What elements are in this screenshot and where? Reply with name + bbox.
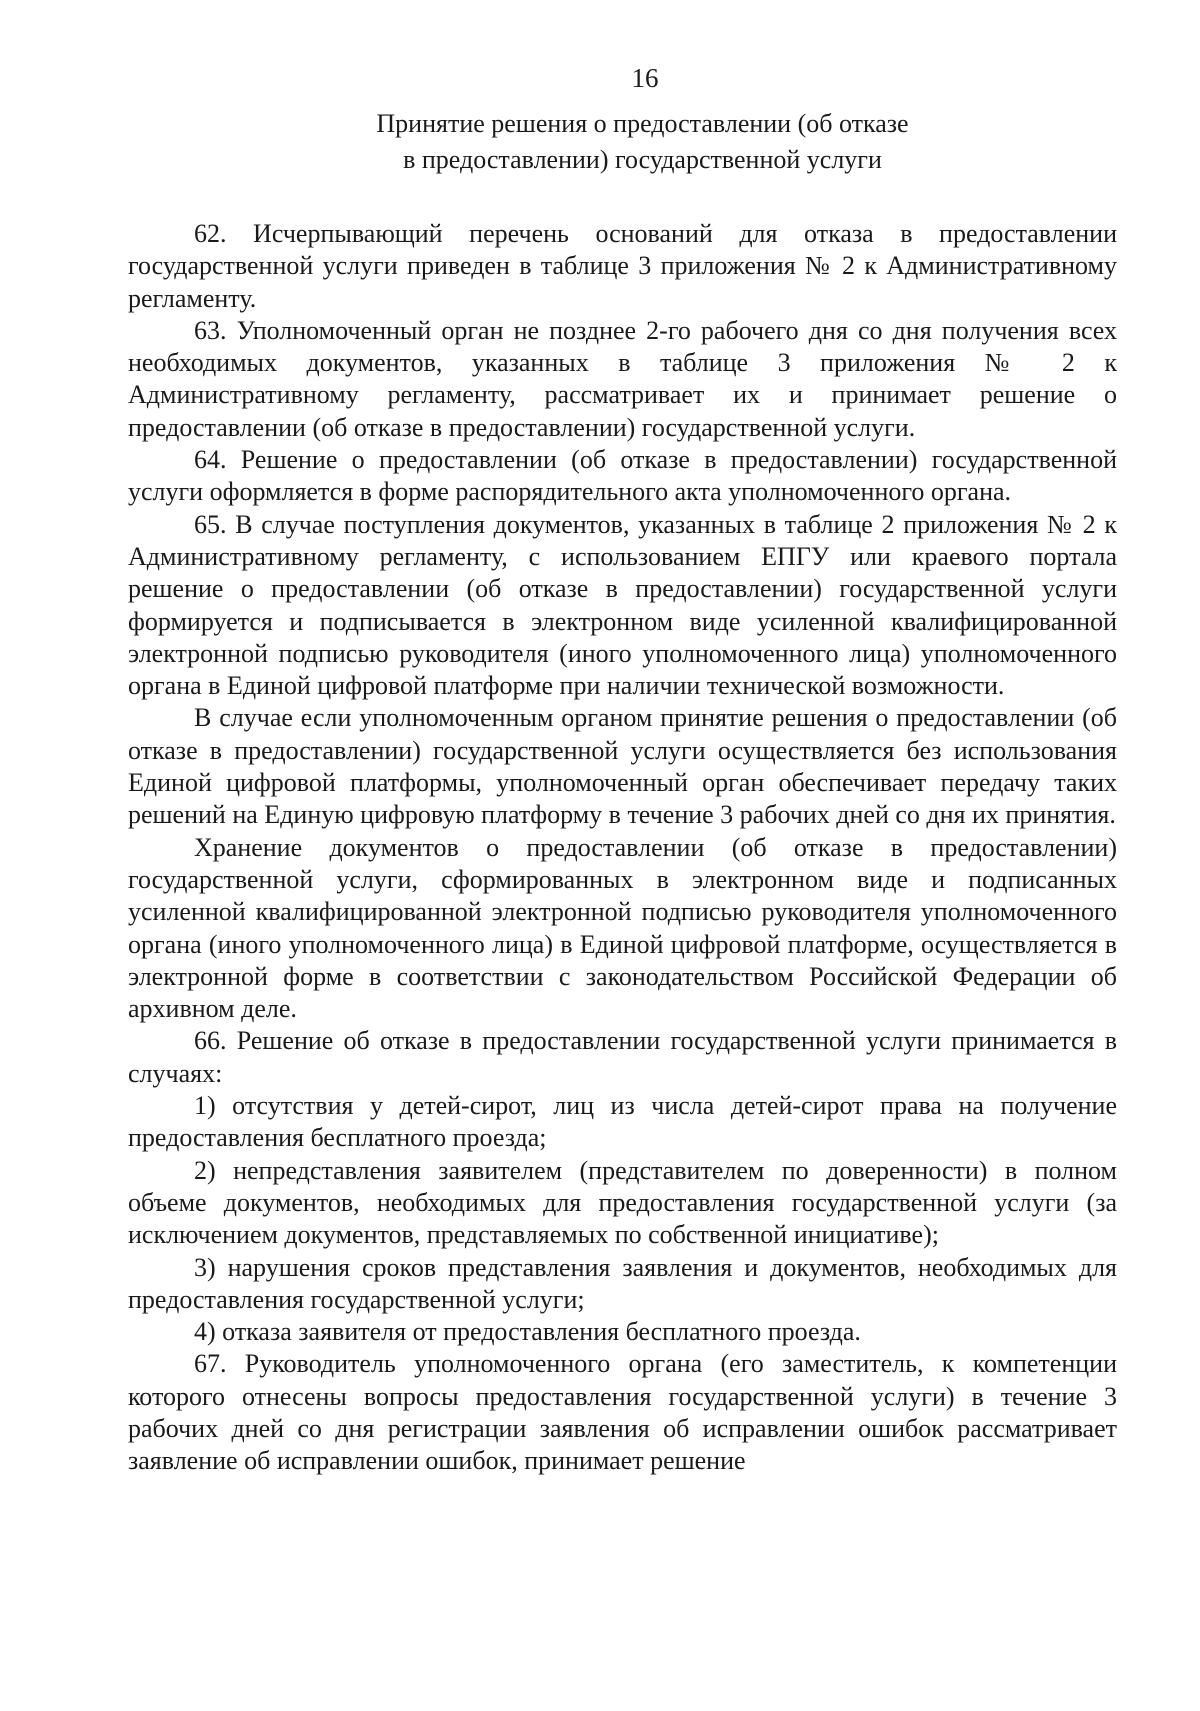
body-text	[128, 218, 1117, 1478]
list-item-66-3: 3) нарушения сроков представления заявления и документов, необходимых для предоставления государственной услуги;	[128, 1252, 1117, 1314]
paragraph-65-continued-1: В случае если уполномоченным органом принятие решения о предоставлении (об отказе в предоставлении) государственной услуги осуществляется без использования Единой цифровой платформы, уполномоченный орган обеспечивает передачу таких решений на Единую цифровую платформу в течение 3 рабочих дней со дня их принятия.	[128, 703, 1117, 830]
paragraph-62: 62. Исчерпывающий перечень оснований для отказа в предоставлении государственной услуги приведен в таблице 3 приложения № 2 к Административному регламенту.	[128, 219, 1117, 313]
list-item-66-1: 1) отсутствия у детей-сирот, лиц из числа детей-сирот права на получение предоставления бесплатного проезда;	[128, 1091, 1117, 1153]
section-title	[128, 106, 1117, 178]
paragraph-65-continued-2: Хранение документов о предоставлении (об отказе в предоставлении) государственной услуги, сформированных в электронном виде и подписанных усиленной квалифицированной электронной подписью руководителя уполномоченного органа (иного уполномоченного лица) в Единой цифровой платформе, осуществляется в электронной форме в соответствии с законодательством Российской Федерации об архивном деле.	[128, 832, 1117, 1024]
list-item-66-4: 4) отказа заявителя от предоставления бесплатного проезда.	[194, 1317, 861, 1347]
paragraph-64: 64. Решение о предоставлении (об отказе в предоставлении) государственной услуги оформляется в форме распорядительного акта уполномоченного органа.	[128, 445, 1117, 507]
paragraph-65: 65. В случае поступления документов, указанных в таблице 2 приложения № 2 к Административному регламенту, с использованием ЕПГУ или краевого портала решение о предоставлении (об отказе в предоставлении) государственной услуги формируется и подписывается в электронном виде усиленной квалифицированной электронной подписью руководителя (иного уполномоченного лица) уполномоченного органа в Единой цифровой платформе при наличии технической возможности.	[128, 509, 1117, 701]
list-item-66-2: 2) непредставления заявителем (представителем по доверенности) в полном объеме документов, необходимых для предоставления государственной услуги (за исключением документов, представляемых по собственной инициативе);	[128, 1155, 1117, 1250]
paragraph-63: 63. Уполномоченный орган не позднее 2-го рабочего дня со дня получения всех необходимых документов, указанных в таблице 3 приложения № 2 к Административному регламенту, рассматривает их и принимает решение о предоставлении (об отказе в предоставлении) государственной услуги.	[128, 315, 1117, 442]
section-title-line-2: в предоставлении) государственной услуги	[403, 145, 882, 174]
paragraph-67: 67. Руководитель уполномоченного органа (его заместитель, к компетенции которого отнесены вопросы предоставления государственной услуги) в течение 3 рабочих дней со дня регистрации заявления об исправлении ошибок рассматривает заявление об исправлении ошибок, принимает решение	[128, 1349, 1117, 1476]
paragraph-66: 66. Решение об отказе в предоставлении государственной услуги принимается в случаях:	[128, 1026, 1117, 1088]
section-title-line-1: Принятие решения о предоставлении (об отказе	[376, 109, 909, 138]
page-number: 16	[631, 63, 659, 93]
